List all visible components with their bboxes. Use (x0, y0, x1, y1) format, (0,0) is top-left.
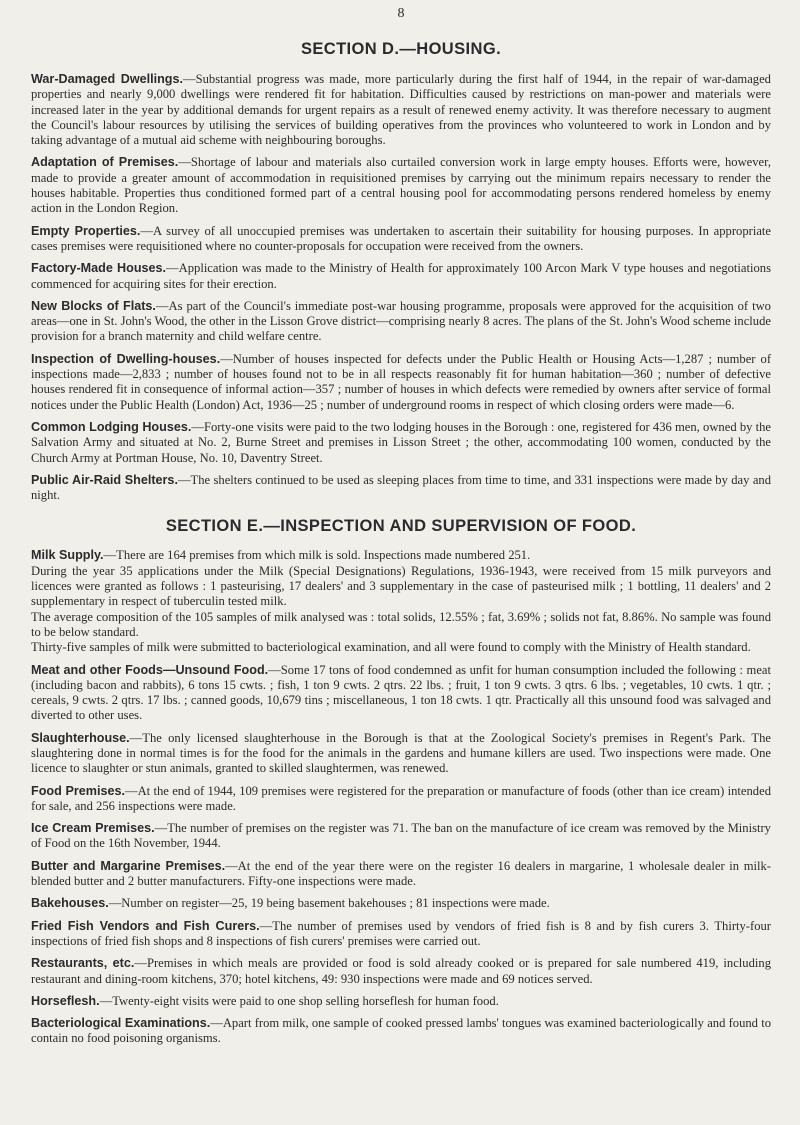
paragraph-heading: Common Lodging Houses. (31, 419, 192, 434)
paragraph-ice-cream-premises (31, 821, 771, 852)
paragraph-new-blocks-of-flats (31, 299, 771, 345)
paragraph-text: —A survey of all unoccupied premises was undertaken to ascertain their suitability for housing purposes. In appropriate cases premises were requisitioned where no counter-proposals for occupation were received from the owners. (31, 223, 771, 253)
paragraph-heading: Empty Properties. (31, 223, 141, 238)
paragraph-heading: War-Damaged Dwellings. (31, 72, 183, 86)
paragraph-milk-bacteriological: Thirty-five samples of milk were submitted to bacteriological examination, and all were found to comply with the Ministry of Health standard. (31, 640, 751, 655)
paragraph-heading: Adaptation of Premises. (31, 155, 179, 170)
document-page (31, 0, 771, 1054)
paragraph-heading: New Blocks of Flats. (31, 298, 156, 313)
paragraph-heading: Restaurants, etc. (31, 956, 135, 971)
paragraph-adaptation-of-premises (31, 155, 771, 216)
paragraph-heading: Butter and Margarine Premises. (31, 858, 226, 873)
paragraph-slaughterhouse (31, 731, 771, 777)
paragraph-text: —The number of premises on the register was 71. The ban on the manufacture of ice cream was removed by the Ministry of Food on the 16th November, 1944. (31, 821, 771, 851)
paragraph-butter-margarine (31, 859, 771, 890)
paragraph-milk-composition: The average composition of the 105 samples of milk analysed was : total solids, 12.55% ; fat, 3.69% ; solids not fat, 8.86%. No sample was found to be below standard. (31, 609, 771, 639)
paragraph-heading: Horseflesh. (31, 993, 100, 1008)
paragraph-text: —The only licensed slaughterhouse in the Borough is that at the Zoological Society's premises in Regent's Park. The slaughtering done in normal times is for the food for the animals in the gardens and humane killers are used. Two inspections were made. One licence to slaughter or stun animals, granted to skilled slaughtermen, was renewed. (31, 730, 771, 776)
paragraph-fried-fish (31, 919, 771, 950)
paragraph-milk-supply (31, 548, 771, 563)
paragraph-bacteriological-examinations (31, 1016, 771, 1047)
paragraph-text: —Twenty-eight visits were paid to one shop selling horseflesh for human food. (99, 993, 499, 1008)
paragraph-text: —Some 17 tons of food condemned as unfit for human consumption included the following : meat (including bacon and rabbits), 6 tons 15 cwts. ; fish, 1 ton 9 cwts. 2 qtrs. 22 lbs. ; fruit, 1 ton 9 cwts. 3 qtrs. 6 lbs. ; vegetables, 10 cwts. 1 qtr. ; cereals, 9 cwts. 2 qtrs. 17 lbs. ; canned goods, 10,679 tins ; miscellaneous, 1 ton 18 cwts. 1 qtr. Practically all this unsound food was salvaged and diverted to other uses. (31, 662, 772, 723)
paragraph-restaurants (31, 956, 771, 987)
paragraph-heading: Bacteriological Examinations. (31, 1016, 211, 1031)
paragraph-food-premises (31, 784, 771, 815)
paragraph-inspection-of-dwelling-houses (31, 352, 771, 413)
paragraph-heading: Fried Fish Vendors and Fish Curers. (31, 918, 260, 933)
paragraph-heading: Public Air-Raid Shelters. (31, 472, 178, 487)
paragraph-text: —Number on register—25, 19 being basement bakehouses ; 81 inspections were made. (108, 896, 550, 911)
paragraph-heading: Slaughterhouse. (31, 730, 130, 745)
section-e-title: SECTION E.—INSPECTION AND SUPERVISION OF FOOD. (165, 517, 637, 536)
paragraph-text: —Substantial progress was made, more particularly during the first half of 1944, in the repair of war-damaged properties and nearly 9,000 dwellings were rendered fit for habitation. Difficulties caused by restrictions on man-power and materials were increased later in the year by additional demands for urgent repairs as a result of renewed enemy activity. It was therefore necessary to augment the Council's labour resources by utilising the services of building operatives from the provinces who volunteered to work in London and by taking advantage of a mutual aid scheme with neighbouring boroughs. (31, 72, 771, 148)
paragraph-heading: Milk Supply. (31, 548, 104, 563)
paragraph-text: —Number of houses inspected for defects under the Public Health or Housing Acts—1,287 ; number of inspections made—2,833 ; number of houses found not to be in all respects reasonably fit for human habitation—360 ; number of defective houses rendered fit in consequence of informal action—357 ; number of houses in which defects were remedied by owners after service of formal notices under the Public Health (London) Act, 1936—25 ; number of underground rooms in respect of which closing orders were made—6. (31, 351, 772, 412)
paragraph-text: —Application was made to the Ministry of Health for approximately 100 Arcon Mark V type houses and negotiations commenced for acquiring sites for their erection. (31, 261, 771, 291)
paragraph-text: —At the end of 1944, 109 premises were registered for the preparation or manufacture of foods (other than ice cream) intended for sale, and 256 inspections were made. (31, 783, 771, 813)
paragraph-bakehouses (31, 896, 771, 911)
paragraph-public-air-raid-shelters (31, 473, 771, 504)
section-d-body (31, 72, 771, 503)
paragraph-text: —The number of premises used by vendors of fried fish is 8 and by fish curers 3. Thirty-four inspections of fried fish shops and 8 inspections of fish curers' premises were carried out. (31, 918, 771, 948)
section-e-body (31, 548, 771, 1046)
paragraph-heading: Ice Cream Premises. (31, 821, 155, 836)
page-number: 8 (397, 6, 405, 21)
paragraph-factory-made-houses (31, 261, 771, 292)
paragraph-text: —Forty-one visits were paid to the two lodging houses in the Borough : one, registered for 436 men, owned by the Salvation Army and situated at No. 2, Burne Street and premises in Lisson Street ; the other, accommodating 100 women, conducted by the Church Army at Portman House, No. 10, Daventry Street. (31, 419, 772, 465)
paragraph-text: —The shelters continued to be used as sleeping places from time to time, and 331 inspections were made by day and night. (31, 472, 771, 503)
paragraph-heading: Meat and other Foods—Unsound Food. (31, 662, 269, 677)
paragraph-text: —Premises in which meals are provided or food is sold already cooked or is prepared for sale numbered 419, including restaurant and dining-room kitchens, 370; hotel kitchens, 49: 930 inspections were made and 69 notices served. (31, 956, 771, 986)
section-d-title: SECTION D.—HOUSING. (300, 40, 502, 58)
paragraph-heading: Food Premises. (31, 783, 125, 798)
paragraph-text: —Shortage of labour and materials also curtailed conversion work in large empty houses. Efforts were, however, made to provide a greater amount of accommodation in requisitioned premises by carrying out the minimum repairs necessary to render the houses habitable. Properties thus conditioned formed part of a central housing pool for accommodating persons rendered homeless by enemy action in the London Region. (31, 155, 771, 216)
paragraph-text: —As part of the Council's immediate post-war housing programme, proposals were approved for the acquisition of two areas—one in St. John's Wood, the other in the Lisson Grove district—comprising nearly 8 acres. The plans of the St. John's Wood scheme include provision for a branch maternity and child welfare centre. (31, 298, 771, 344)
paragraph-horseflesh (31, 994, 771, 1009)
paragraph-common-lodging-houses (31, 420, 771, 466)
paragraph-heading: Bakehouses. (31, 896, 109, 911)
paragraph-heading: Inspection of Dwelling-houses. (31, 351, 221, 366)
paragraph-text: —There are 164 premises from which milk is sold. Inspections made numbered 251. (103, 548, 531, 563)
paragraph-text: —Apart from milk, one sample of cooked pressed lambs' tongues was examined bacteriologically and found to contain no food poisoning organisms. (31, 1016, 771, 1046)
paragraph-text: —At the end of the year there were on the register 16 dealers in margarine, 1 wholesale dealer in milk-blended butter and 2 butter manufacturers. Fifty-one inspections were made. (31, 858, 771, 889)
paragraph-empty-properties (31, 224, 771, 255)
paragraph-war-damaged-dwellings (31, 72, 771, 148)
paragraph-heading: Factory-Made Houses. (31, 261, 167, 276)
paragraph-unsound-food (31, 663, 771, 724)
paragraph-milk-applications: During the year 35 applications under the Milk (Special Designations) Regulations, 1936-1943, were received from 15 milk purveyors and licences were granted as follows : 1 pasteurising, 17 dealers' and 3 supplementary in the case of pasteurised milk ; 1 bottling, 11 dealers' and 2 supplementary in respect of tuberculin tested milk. (31, 563, 771, 609)
